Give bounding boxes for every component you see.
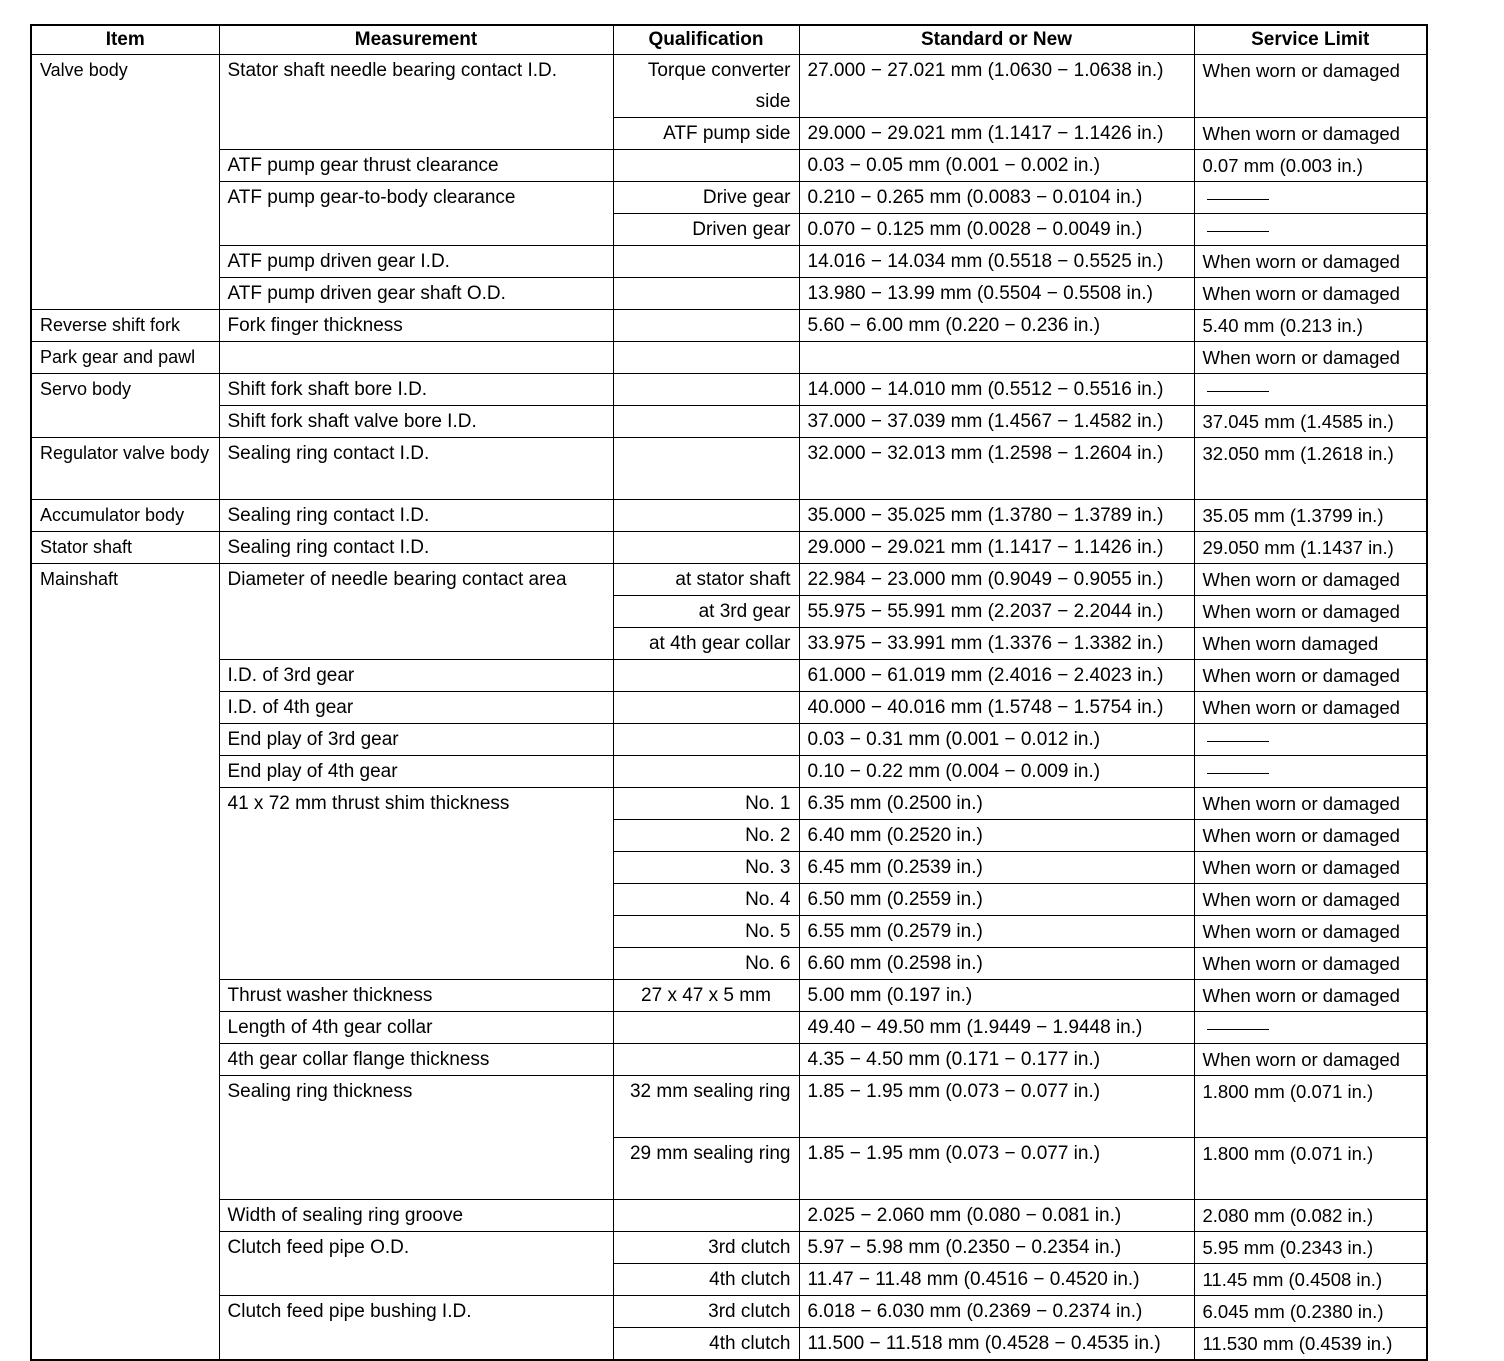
- item-cell: Park gear and pawl: [31, 342, 219, 374]
- limit-cell: [1194, 214, 1427, 246]
- item-cell: Mainshaft: [31, 564, 219, 1361]
- qualification-cell: 4th clutch: [613, 1264, 799, 1296]
- standard-cell: 6.35 mm (0.2500 in.): [799, 788, 1194, 820]
- limit-cell: [1194, 756, 1427, 788]
- standard-cell: 5.00 mm (0.197 in.): [799, 980, 1194, 1012]
- header-qualification: Qualification: [613, 25, 799, 55]
- standard-cell: 6.60 mm (0.2598 in.): [799, 948, 1194, 980]
- measurement-cell: Sealing ring thickness: [219, 1076, 613, 1200]
- limit-cell: 1.800 mm (0.071 in.): [1194, 1076, 1427, 1138]
- qualification-cell: [613, 150, 799, 182]
- dash-mark: [1207, 231, 1269, 232]
- limit-cell: 32.050 mm (1.2618 in.): [1194, 438, 1427, 500]
- limit-cell: When worn or damaged: [1194, 596, 1427, 628]
- qualification-cell: ATF pump side: [613, 118, 799, 150]
- table-row: [31, 788, 1427, 820]
- limit-cell: 11.530 mm (0.4539 in.): [1194, 1328, 1427, 1361]
- qualification-cell: [613, 1012, 799, 1044]
- spec-table: [30, 24, 1428, 1361]
- standard-cell: 29.000 − 29.021 mm (1.1417 − 1.1426 in.): [799, 118, 1194, 150]
- standard-cell: 35.000 − 35.025 mm (1.3780 − 1.3789 in.): [799, 500, 1194, 532]
- standard-cell: 6.018 − 6.030 mm (0.2369 − 0.2374 in.): [799, 1296, 1194, 1328]
- standard-cell: 6.50 mm (0.2559 in.): [799, 884, 1194, 916]
- standard-cell: [799, 342, 1194, 374]
- table-row: [31, 182, 1427, 214]
- header-standard: Standard or New: [799, 25, 1194, 55]
- measurement-cell: Stator shaft needle bearing contact I.D.: [219, 55, 613, 150]
- limit-cell: 11.45 mm (0.4508 in.): [1194, 1264, 1427, 1296]
- table-row: [31, 246, 1427, 278]
- measurement-cell: Shift fork shaft bore I.D.: [219, 374, 613, 406]
- table-row: [31, 980, 1427, 1012]
- limit-cell: 29.050 mm (1.1437 in.): [1194, 532, 1427, 564]
- table-row: [31, 438, 1427, 500]
- qualification-cell: [613, 756, 799, 788]
- limit-cell: 5.95 mm (0.2343 in.): [1194, 1232, 1427, 1264]
- standard-cell: 0.03 − 0.05 mm (0.001 − 0.002 in.): [799, 150, 1194, 182]
- limit-cell: When worn or damaged: [1194, 948, 1427, 980]
- table-row: [31, 1296, 1427, 1328]
- qualification-cell: No. 6: [613, 948, 799, 980]
- qualification-cell: No. 5: [613, 916, 799, 948]
- qualification-cell: 3rd clutch: [613, 1296, 799, 1328]
- standard-cell: 1.85 − 1.95 mm (0.073 − 0.077 in.): [799, 1076, 1194, 1138]
- standard-cell: 1.85 − 1.95 mm (0.073 − 0.077 in.): [799, 1138, 1194, 1200]
- standard-cell: 5.97 − 5.98 mm (0.2350 − 0.2354 in.): [799, 1232, 1194, 1264]
- qualification-cell: Driven gear: [613, 214, 799, 246]
- limit-cell: When worn or damaged: [1194, 884, 1427, 916]
- limit-cell: 2.080 mm (0.082 in.): [1194, 1200, 1427, 1232]
- qualification-cell: [613, 342, 799, 374]
- limit-cell: 5.40 mm (0.213 in.): [1194, 310, 1427, 342]
- table-row: [31, 1012, 1427, 1044]
- standard-cell: 4.35 − 4.50 mm (0.171 − 0.177 in.): [799, 1044, 1194, 1076]
- standard-cell: 0.03 − 0.31 mm (0.001 − 0.012 in.): [799, 724, 1194, 756]
- limit-cell: When worn or damaged: [1194, 1044, 1427, 1076]
- table-row: [31, 150, 1427, 182]
- qualification-cell: Drive gear: [613, 182, 799, 214]
- standard-cell: 22.984 − 23.000 mm (0.9049 − 0.9055 in.): [799, 564, 1194, 596]
- qualification-cell: [613, 1200, 799, 1232]
- standard-cell: 11.47 − 11.48 mm (0.4516 − 0.4520 in.): [799, 1264, 1194, 1296]
- qualification-cell: [613, 438, 799, 500]
- qualification-cell: No. 2: [613, 820, 799, 852]
- standard-cell: 40.000 − 40.016 mm (1.5748 − 1.5754 in.): [799, 692, 1194, 724]
- qualification-cell: [613, 406, 799, 438]
- qualification-cell: [613, 500, 799, 532]
- measurement-cell: ATF pump gear-to-body clearance: [219, 182, 613, 246]
- item-cell: Regulator valve body: [31, 438, 219, 500]
- limit-cell: When worn or damaged: [1194, 692, 1427, 724]
- table-row: [31, 1232, 1427, 1264]
- dash-mark: [1207, 199, 1269, 200]
- limit-cell: [1194, 182, 1427, 214]
- table-row: [31, 756, 1427, 788]
- header-row: [31, 25, 1427, 55]
- measurement-cell: ATF pump driven gear I.D.: [219, 246, 613, 278]
- standard-cell: 14.000 − 14.010 mm (0.5512 − 0.5516 in.): [799, 374, 1194, 406]
- table-row: [31, 278, 1427, 310]
- standard-cell: 49.40 − 49.50 mm (1.9449 − 1.9448 in.): [799, 1012, 1194, 1044]
- limit-cell: When worn or damaged: [1194, 916, 1427, 948]
- limit-cell: When worn or damaged: [1194, 55, 1427, 118]
- table-row: [31, 500, 1427, 532]
- header-item: Item: [31, 25, 219, 55]
- limit-cell: When worn or damaged: [1194, 564, 1427, 596]
- standard-cell: 0.10 − 0.22 mm (0.004 − 0.009 in.): [799, 756, 1194, 788]
- standard-cell: 0.070 − 0.125 mm (0.0028 − 0.0049 in.): [799, 214, 1194, 246]
- header-measurement: Measurement: [219, 25, 613, 55]
- limit-cell: When worn or damaged: [1194, 820, 1427, 852]
- standard-cell: 55.975 − 55.991 mm (2.2037 − 2.2044 in.): [799, 596, 1194, 628]
- measurement-cell: Clutch feed pipe bushing I.D.: [219, 1296, 613, 1361]
- table-row: [31, 1200, 1427, 1232]
- measurement-cell: End play of 4th gear: [219, 756, 613, 788]
- qualification-cell: at 3rd gear: [613, 596, 799, 628]
- qualification-cell: Torque converter side: [613, 55, 799, 118]
- limit-cell: When worn or damaged: [1194, 980, 1427, 1012]
- table-row: [31, 564, 1427, 596]
- limit-cell: 35.05 mm (1.3799 in.): [1194, 500, 1427, 532]
- item-cell: Accumulator body: [31, 500, 219, 532]
- measurement-cell: Length of 4th gear collar: [219, 1012, 613, 1044]
- limit-cell: 6.045 mm (0.2380 in.): [1194, 1296, 1427, 1328]
- measurement-cell: Thrust washer thickness: [219, 980, 613, 1012]
- table-row: [31, 1076, 1427, 1138]
- qualification-cell: at stator shaft: [613, 564, 799, 596]
- standard-cell: 27.000 − 27.021 mm (1.0630 − 1.0638 in.): [799, 55, 1194, 118]
- measurement-cell: Sealing ring contact I.D.: [219, 532, 613, 564]
- item-cell: Reverse shift fork: [31, 310, 219, 342]
- measurement-cell: ATF pump gear thrust clearance: [219, 150, 613, 182]
- item-cell: Valve body: [31, 55, 219, 310]
- dash-mark: [1207, 391, 1269, 392]
- limit-cell: When worn or damaged: [1194, 788, 1427, 820]
- limit-cell: When worn or damaged: [1194, 342, 1427, 374]
- measurement-cell: Shift fork shaft valve bore I.D.: [219, 406, 613, 438]
- measurement-cell: [219, 342, 613, 374]
- qualification-cell: No. 4: [613, 884, 799, 916]
- standard-cell: 14.016 − 14.034 mm (0.5518 − 0.5525 in.): [799, 246, 1194, 278]
- qualification-cell: 27 x 47 x 5 mm: [613, 980, 799, 1012]
- qualification-cell: [613, 660, 799, 692]
- standard-cell: 37.000 − 37.039 mm (1.4567 − 1.4582 in.): [799, 406, 1194, 438]
- qualification-cell: 32 mm sealing ring: [613, 1076, 799, 1138]
- standard-cell: 11.500 − 11.518 mm (0.4528 − 0.4535 in.): [799, 1328, 1194, 1361]
- table-row: [31, 55, 1427, 118]
- limit-cell: 1.800 mm (0.071 in.): [1194, 1138, 1427, 1200]
- measurement-cell: Fork finger thickness: [219, 310, 613, 342]
- dash-mark: [1207, 1029, 1269, 1030]
- limit-cell: When worn or damaged: [1194, 852, 1427, 884]
- qualification-cell: [613, 310, 799, 342]
- qualification-cell: No. 1: [613, 788, 799, 820]
- limit-cell: When worn damaged: [1194, 628, 1427, 660]
- limit-cell: [1194, 374, 1427, 406]
- measurement-cell: Sealing ring contact I.D.: [219, 438, 613, 500]
- table-row: [31, 660, 1427, 692]
- qualification-cell: [613, 278, 799, 310]
- item-cell: Servo body: [31, 374, 219, 438]
- table-row: [31, 374, 1427, 406]
- table-row: [31, 532, 1427, 564]
- limit-cell: 37.045 mm (1.4585 in.): [1194, 406, 1427, 438]
- table-row: [31, 692, 1427, 724]
- standard-cell: 13.980 − 13.99 mm (0.5504 − 0.5508 in.): [799, 278, 1194, 310]
- dash-mark: [1207, 773, 1269, 774]
- table-row: [31, 310, 1427, 342]
- measurement-cell: Clutch feed pipe O.D.: [219, 1232, 613, 1296]
- measurement-cell: 41 x 72 mm thrust shim thickness: [219, 788, 613, 980]
- limit-cell: When worn or damaged: [1194, 118, 1427, 150]
- measurement-cell: I.D. of 4th gear: [219, 692, 613, 724]
- standard-cell: 5.60 − 6.00 mm (0.220 − 0.236 in.): [799, 310, 1194, 342]
- measurement-cell: Diameter of needle bearing contact area: [219, 564, 613, 660]
- limit-cell: When worn or damaged: [1194, 660, 1427, 692]
- table-row: [31, 406, 1427, 438]
- measurement-cell: ATF pump driven gear shaft O.D.: [219, 278, 613, 310]
- measurement-cell: 4th gear collar flange thickness: [219, 1044, 613, 1076]
- limit-cell: 0.07 mm (0.003 in.): [1194, 150, 1427, 182]
- standard-cell: 0.210 − 0.265 mm (0.0083 − 0.0104 in.): [799, 182, 1194, 214]
- qualification-cell: [613, 1044, 799, 1076]
- qualification-cell: [613, 246, 799, 278]
- standard-cell: 32.000 − 32.013 mm (1.2598 − 1.2604 in.): [799, 438, 1194, 500]
- standard-cell: 61.000 − 61.019 mm (2.4016 − 2.4023 in.): [799, 660, 1194, 692]
- qualification-cell: 3rd clutch: [613, 1232, 799, 1264]
- standard-cell: 33.975 − 33.991 mm (1.3376 − 1.3382 in.): [799, 628, 1194, 660]
- qualification-cell: [613, 692, 799, 724]
- header-service-limit: Service Limit: [1194, 25, 1427, 55]
- measurement-cell: I.D. of 3rd gear: [219, 660, 613, 692]
- qualification-cell: [613, 724, 799, 756]
- qualification-cell: at 4th gear collar: [613, 628, 799, 660]
- measurement-cell: Width of sealing ring groove: [219, 1200, 613, 1232]
- limit-cell: [1194, 724, 1427, 756]
- measurement-cell: End play of 3rd gear: [219, 724, 613, 756]
- qualification-cell: No. 3: [613, 852, 799, 884]
- qualification-cell: [613, 532, 799, 564]
- qualification-cell: 29 mm sealing ring: [613, 1138, 799, 1200]
- item-cell: Stator shaft: [31, 532, 219, 564]
- limit-cell: [1194, 1012, 1427, 1044]
- qualification-cell: 4th clutch: [613, 1328, 799, 1361]
- standard-cell: 6.40 mm (0.2520 in.): [799, 820, 1194, 852]
- measurement-cell: Sealing ring contact I.D.: [219, 500, 613, 532]
- standard-cell: 6.45 mm (0.2539 in.): [799, 852, 1194, 884]
- table-row: [31, 724, 1427, 756]
- limit-cell: When worn or damaged: [1194, 278, 1427, 310]
- limit-cell: When worn or damaged: [1194, 246, 1427, 278]
- qualification-cell: [613, 374, 799, 406]
- dash-mark: [1207, 741, 1269, 742]
- table-row: [31, 342, 1427, 374]
- table-row: [31, 1044, 1427, 1076]
- standard-cell: 29.000 − 29.021 mm (1.1417 − 1.1426 in.): [799, 532, 1194, 564]
- standard-cell: 2.025 − 2.060 mm (0.080 − 0.081 in.): [799, 1200, 1194, 1232]
- standard-cell: 6.55 mm (0.2579 in.): [799, 916, 1194, 948]
